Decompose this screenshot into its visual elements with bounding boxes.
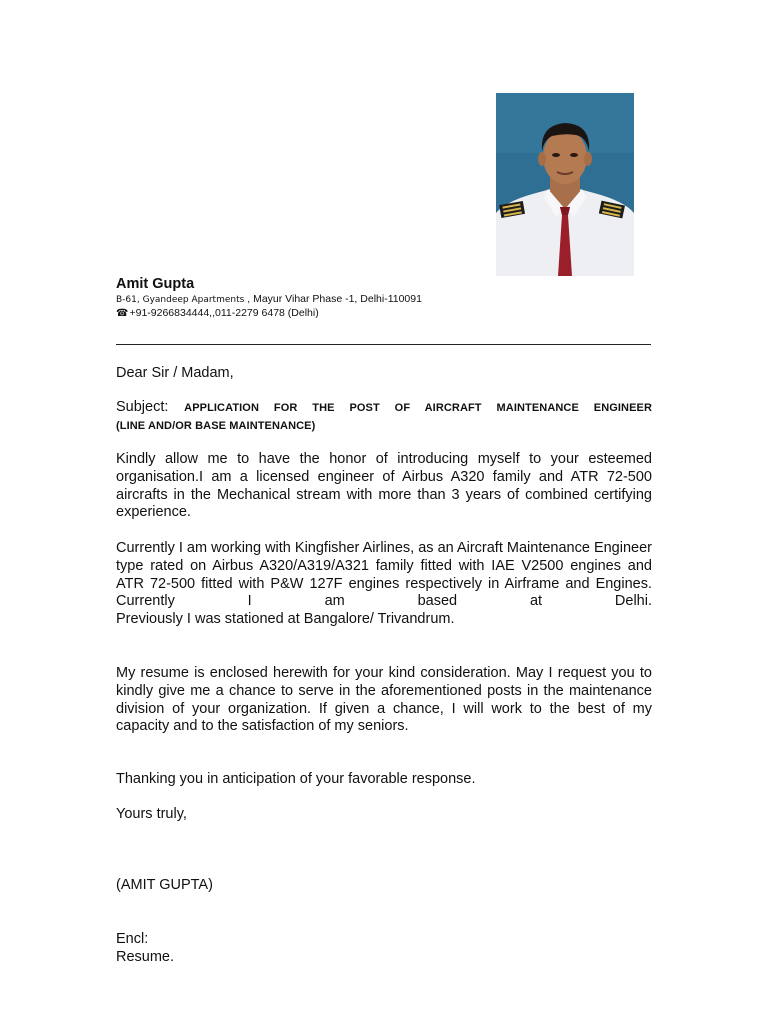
paragraph-current-role-last: Previously I was stationed at Bangalore/ Trivandrum. [116,611,455,628]
applicant-name: Amit Gupta [116,276,195,292]
applicant-address [116,293,422,305]
phone-number: +91-9266834444,,011-2279 6478 (Delhi) [129,307,319,319]
subject-line-1 [116,399,652,418]
applicant-phone [116,307,319,319]
closing-line: Yours truly, [116,806,187,822]
address-rest: , Mayur Vihar Phase -1, Delhi-110091 [244,293,422,305]
address-prefix: B-61, Gyandeep Apartments [116,295,245,305]
header-divider [116,344,651,345]
subject-line-2: (LINE AND/OR BASE MAINTENANCE) [116,419,316,432]
paragraph-current-role-main: Currently I am working with Kingfisher Airlines, as an Aircraft Maintenance Engineer type rated on Airbus A320/A319/A321 family fitted with IAE V2500 engines and ATR 72-500 fitted with P&W 127F engines respectively in Airframe and Engines. Currently I am based at Delhi. [116,540,652,610]
signature-name: (AMIT GUPTA) [116,877,213,893]
subject-label: Subject: [116,399,185,415]
paragraph-introduction: Kindly allow me to have the honor of introducing myself to your esteemed organisation.I am a licensed engineer of Airbus A320 family and ATR 72-500 aircrafts in the Mechanical stream with more than 3 years of combined certifying experience. [116,451,652,521]
telephone-icon: ☎ [116,308,129,319]
subject-block [116,399,652,436]
salutation: Dear Sir / Madam, [116,365,234,381]
applicant-photo [496,93,634,276]
paragraph-current-role [116,540,652,629]
paragraph-resume: My resume is enclosed herewith for your kind consideration. May I request you to kindly give me a chance to serve in the aforementioned posts in the maintenance division of your organization. If given a chance, I will work to the best of my capacity and to the satisfaction of my seniors. [116,665,652,735]
enclosure-item: Resume. [116,949,175,965]
thanks-line: Thanking you in anticipation of your favorable response. [116,771,476,787]
subject-title: APPLICATION FOR THE POST OF AIRCRAFT MAINTENANCE ENGINEER [184,402,653,414]
applicant-photo-image [496,93,634,276]
enclosure-label: Encl: [116,931,149,947]
